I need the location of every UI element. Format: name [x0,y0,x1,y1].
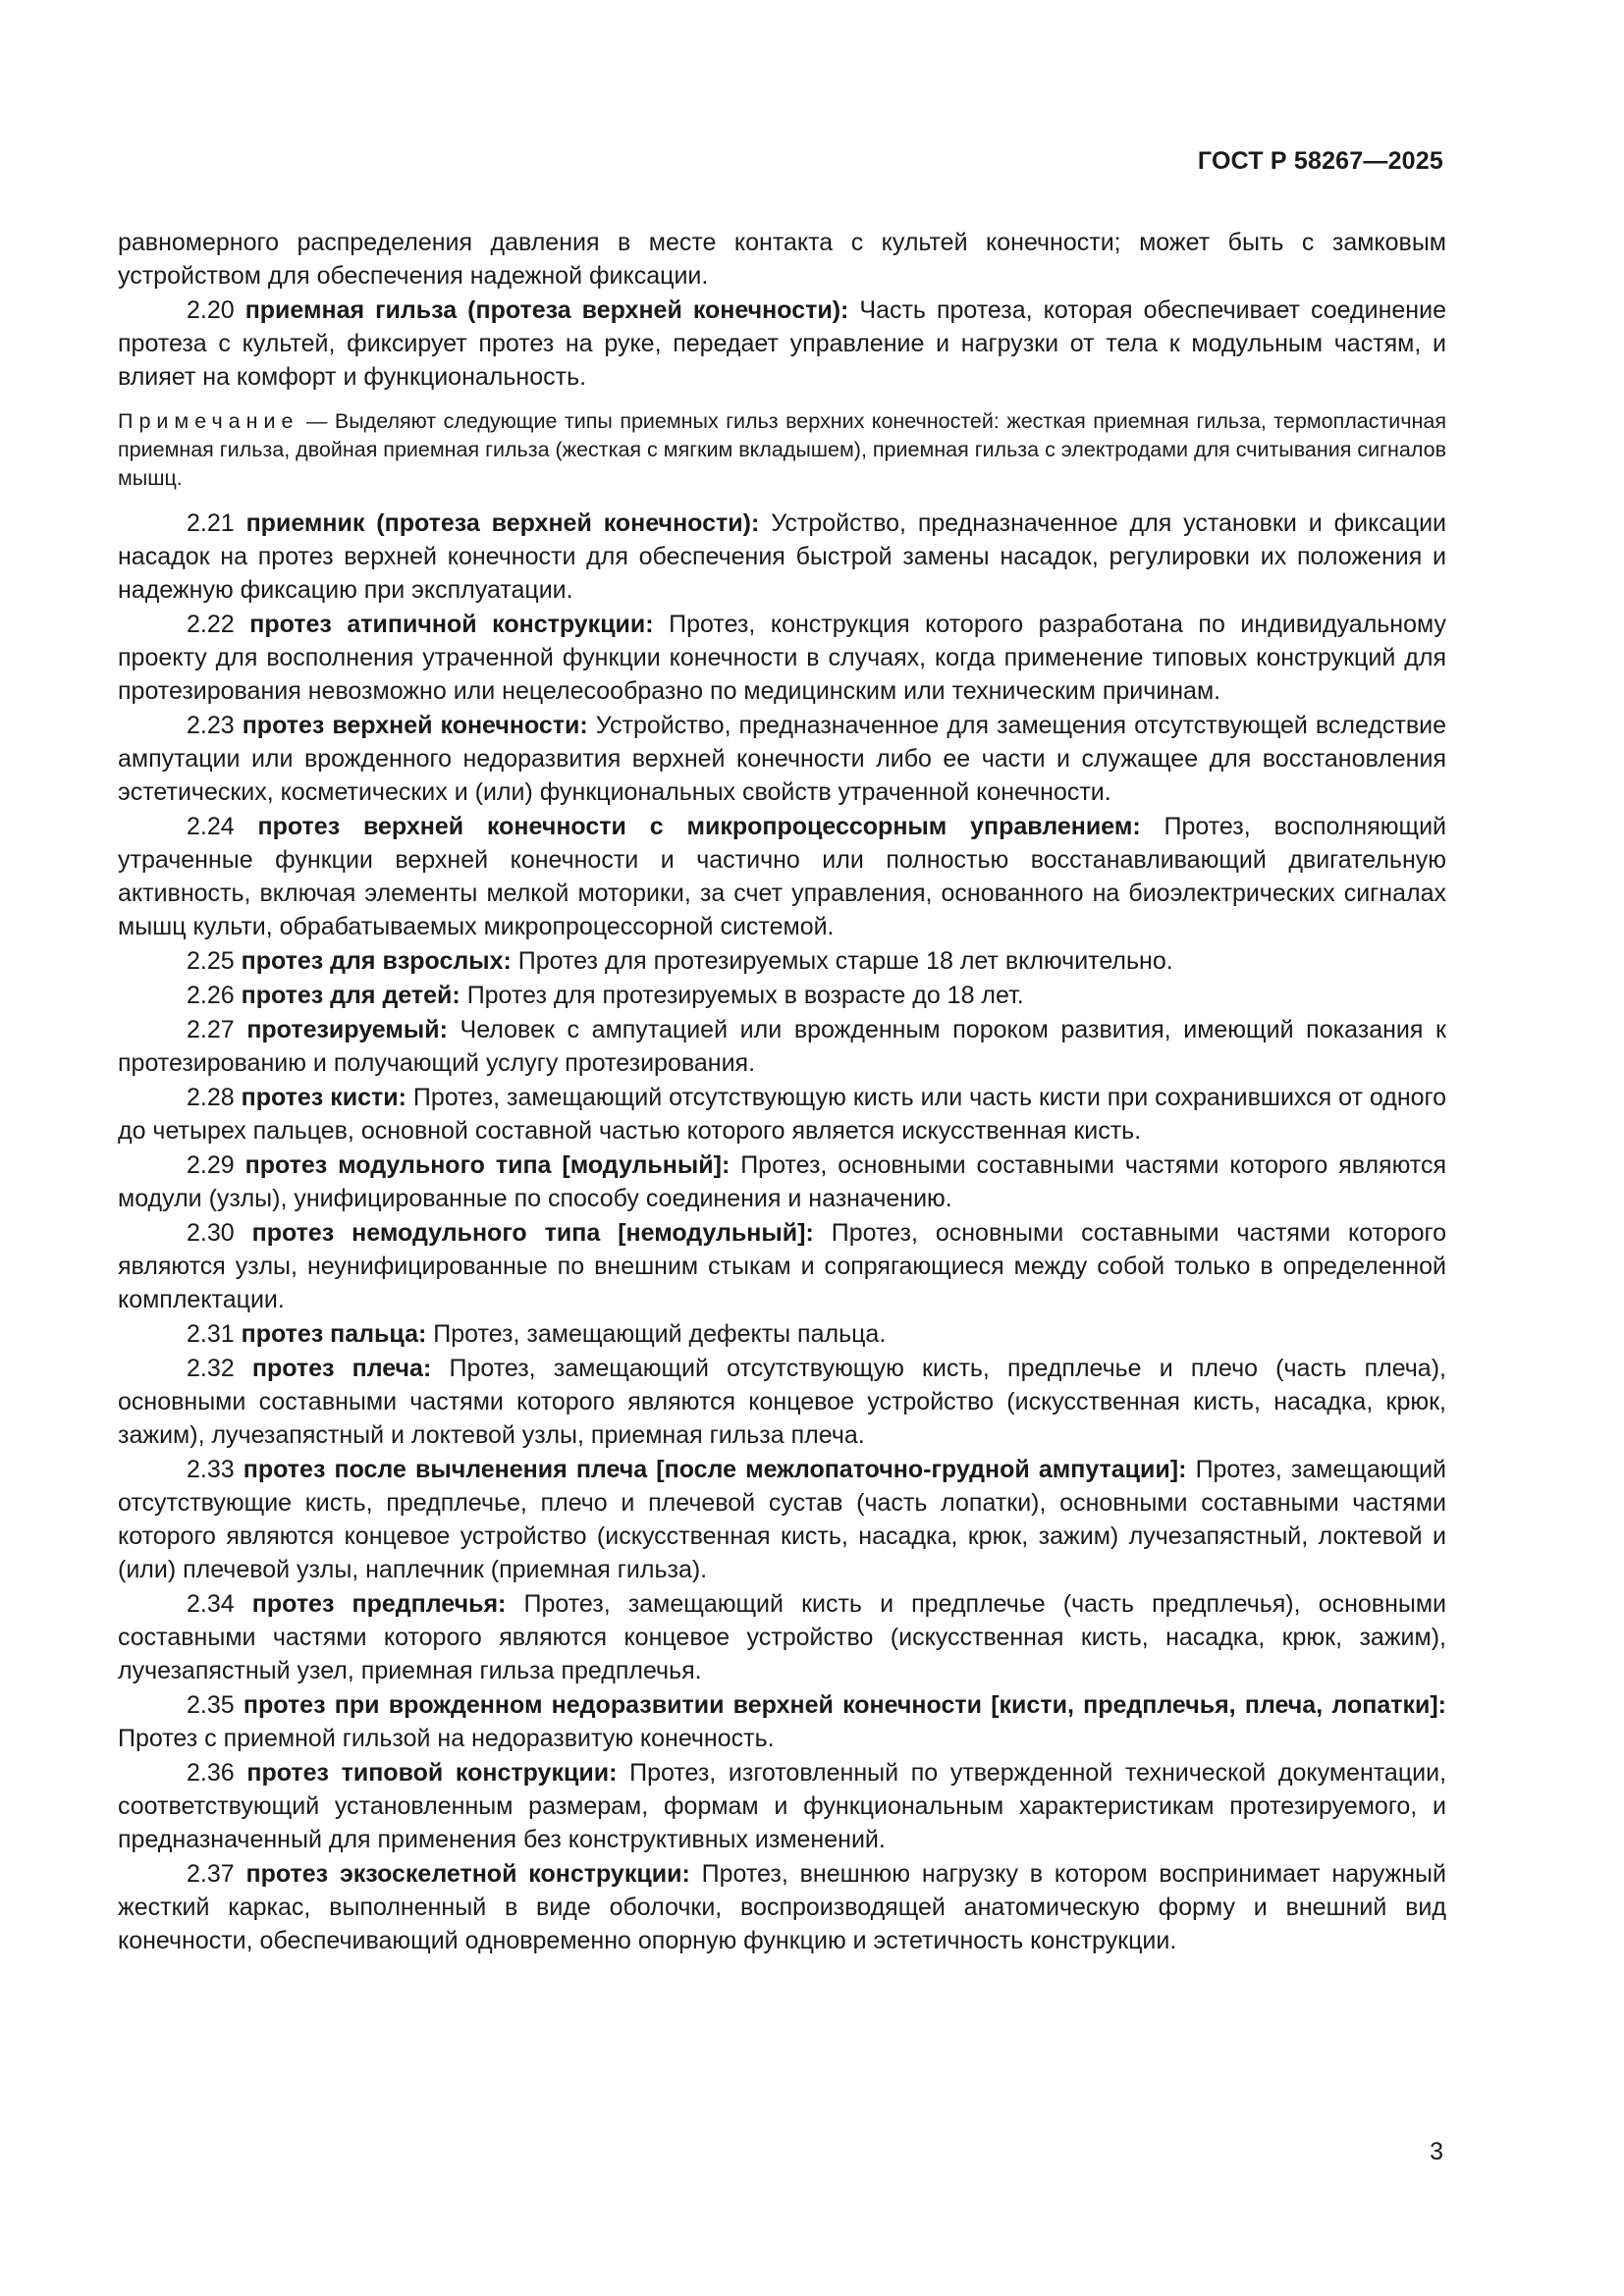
term-name: протез для детей: [241,982,460,1009]
term-number: 2.35 [187,1691,235,1719]
term-number: 2.25 [187,947,235,975]
term-definition: Часть протеза, которая обеспечивает соединение протеза с культей, фиксирует протез на руке, передает управление и нагрузки от тела к модульным частям, и влияет на комфорт и функциональность. [118,296,1446,391]
term-entry [118,1081,1446,1148]
term-number: 2.31 [187,1320,235,1348]
term-definition: Протез, замещающий отсутствующую кисть или часть кисти при сохранившихся от одного до четырех пальцев, основной составной частью которого является искусственная кисть. [118,1084,1447,1145]
term-entry [118,1587,1446,1687]
term-number: 2.32 [187,1355,235,1382]
term-number: 2.22 [187,611,235,638]
term-definition: Протез, основными составными частями которого являются узлы, неунифицированные по внешним стыкам и сопрягающиеся между собой только в определенной комплектации. [118,1219,1446,1313]
term-entry [118,810,1446,943]
term-entry [118,1352,1446,1452]
document-id-header: ГОСТ Р 58267—2025 [1197,147,1443,175]
term-entry [118,979,1446,1012]
term-definition: Протез с приемной гильзой на недоразвитую конечность. [118,1725,775,1752]
term-definition: Протез, внешнюю нагрузку в котором воспринимает наружный жесткий каркас, выполненный в виде оболочки, воспроизводящей анатомическую форму и внешний вид конечности, обеспечивающий одновременно опорную функцию и эстетичность конструкции. [118,1860,1446,1954]
term-number: 2.27 [187,1016,235,1043]
term-definition: Протез для протезируемых в возрасте до 18 лет. [466,982,1024,1009]
term-name: протез предплечья: [251,1590,507,1618]
term-name: протез при врожденном недоразвитии верхней конечности [кисти, предплечья, плеча, лопатки]: [243,1691,1446,1719]
term-number: 2.36 [187,1759,235,1787]
term-definition: Протез, конструкция которого разработана по индивидуальному проекту для восполнения утраченной функции конечности в случаях, когда применение типовых конструкций для протезирования невозможно или нецелесообразно по медицинским или техническим причинам. [118,611,1446,705]
page-number: 3 [1430,2138,1443,2165]
term-name: протез верхней конечности: [242,712,588,739]
term-name: протез пальца: [241,1320,427,1348]
term-name: протезируемый: [246,1016,448,1043]
document-body [118,226,1446,1957]
term-definition: Протез, основными составными частями которого являются модули (узлы), унифицированные по способу соединения и назначению. [118,1151,1446,1212]
term-definition: Человек с ампутацией или врожденным пороком развития, имеющий показания к протезированию и получающий услугу протезирования. [118,1016,1446,1077]
term-number: 2.20 [187,296,235,324]
term-name: протез немодульного типа [немодульный]: [251,1219,814,1247]
term-definition: Протез, замещающий отсутствующую кисть, предплечье и плечо (часть плеча), основными составными частями которого являются концевое устройство (искусственная кисть, насадка, крюк, зажим), лучезапястный и локтевой узлы, приемная гильза плеча. [118,1355,1446,1449]
term-name: протез типовой конструкции: [246,1759,618,1787]
term-entry [118,1148,1446,1215]
term-entry [118,1013,1446,1080]
term-number: 2.37 [187,1860,235,1888]
term-name: протез экзоскелетной конструкции: [245,1860,690,1888]
term-number: 2.33 [187,1456,235,1483]
term-name: протез после вычленения плеча [после межлопаточно-грудной ампутации]: [243,1456,1187,1483]
term-entry [118,294,1446,394]
term-name: приемник (протеза верхней конечности): [245,509,760,537]
term-name: протез модульного типа [модульный]: [244,1151,731,1179]
note-label: Примечание [118,409,299,433]
term-entry [118,1453,1446,1586]
term-definition: Устройство, предназначенное для установки и фиксации насадок на протез верхней конечности для обеспечения быстрой замены насадок, регулировки их положения и надежную фиксацию при эксплуатации. [118,509,1446,604]
term-name: протез плеча: [251,1355,432,1382]
term-definition: Протез, изготовленный по утвержденной технической документации, соответствующий установленным размерам, формам и функциональным характеристикам протезируемого, и предназначенный для применения без конструктивных изменений. [118,1759,1447,1853]
term-definition: Протез, восполняющий утраченные функции верхней конечности и частично или полностью восстанавливающий двигательную активность, включая элементы мелкой моторики, за счет управления, основанного на биоэлектрических сигналах мышц культи, обрабатываемых микропроцессорной системой. [118,813,1447,940]
term-definition: Протез для протезируемых старше 18 лет включительно. [517,947,1173,975]
term-number: 2.24 [187,813,235,840]
term-definition: Устройство, предназначенное для замещения отсутствующей вследствие ампутации или врожденного недоразвития верхней конечности либо ее части и служащее для восстановления эстетических, косметических и (или) функциональных свойств утраченной конечности. [118,712,1446,806]
continued-paragraph: равномерного распределения давления в месте контакта с культей конечности; может быть с замковым устройством для обеспечения надежной фиксации. [118,229,1446,290]
term-definition: Протез, замещающий кисть и предплечье (часть предплечья), основными составными частями которого являются концевое устройство (искусственная кисть, насадка, крюк, зажим), лучезапястный узел, приемная гильза предплечья. [118,1590,1447,1684]
note-paragraph [118,407,1446,493]
term-number: 2.26 [187,982,235,1009]
term-number: 2.29 [187,1151,235,1179]
term-entry [118,507,1446,607]
term-number: 2.30 [187,1219,235,1247]
term-number: 2.28 [187,1084,235,1111]
term-name: протез для взрослых: [241,947,512,975]
term-number: 2.21 [187,509,235,537]
term-name: протез верхней конечности с микропроцессорным управлением: [257,813,1141,840]
term-entry [118,1756,1446,1856]
term-name: приемная гильза (протеза верхней конечности): [244,296,849,324]
term-entry [118,608,1446,708]
term-name: протез атипичной конструкции: [249,611,654,638]
term-entry [118,1857,1446,1957]
note-text: — Выделяют следующие типы приемных гильз верхних конечностей: жесткая приемная гильза, термопластичная приемная гильза, двойная приемная гильза (жесткая с мягким вкладышем), приемная гильза с электродами для считывания сигналов мышц. [118,409,1446,490]
term-name: протез кисти: [241,1084,406,1111]
term-entry [118,1216,1446,1316]
term-entry [118,709,1446,809]
term-entry [118,1317,1446,1351]
term-entry [118,944,1446,978]
term-entry [118,1688,1446,1755]
term-definition: Протез, замещающий дефекты пальца. [433,1320,887,1348]
term-definition: Протез, замещающий отсутствующие кисть, предплечье, плечо и плечевой сустав (часть лопатки), основными составными частями которого являются концевое устройство (искусственная кисть, насадка, крюк, зажим) лучезапястный, локтевой и (или) плечевой узлы, наплечник (приемная гильза). [118,1456,1446,1583]
term-number: 2.34 [187,1590,235,1618]
term-number: 2.23 [187,712,235,739]
